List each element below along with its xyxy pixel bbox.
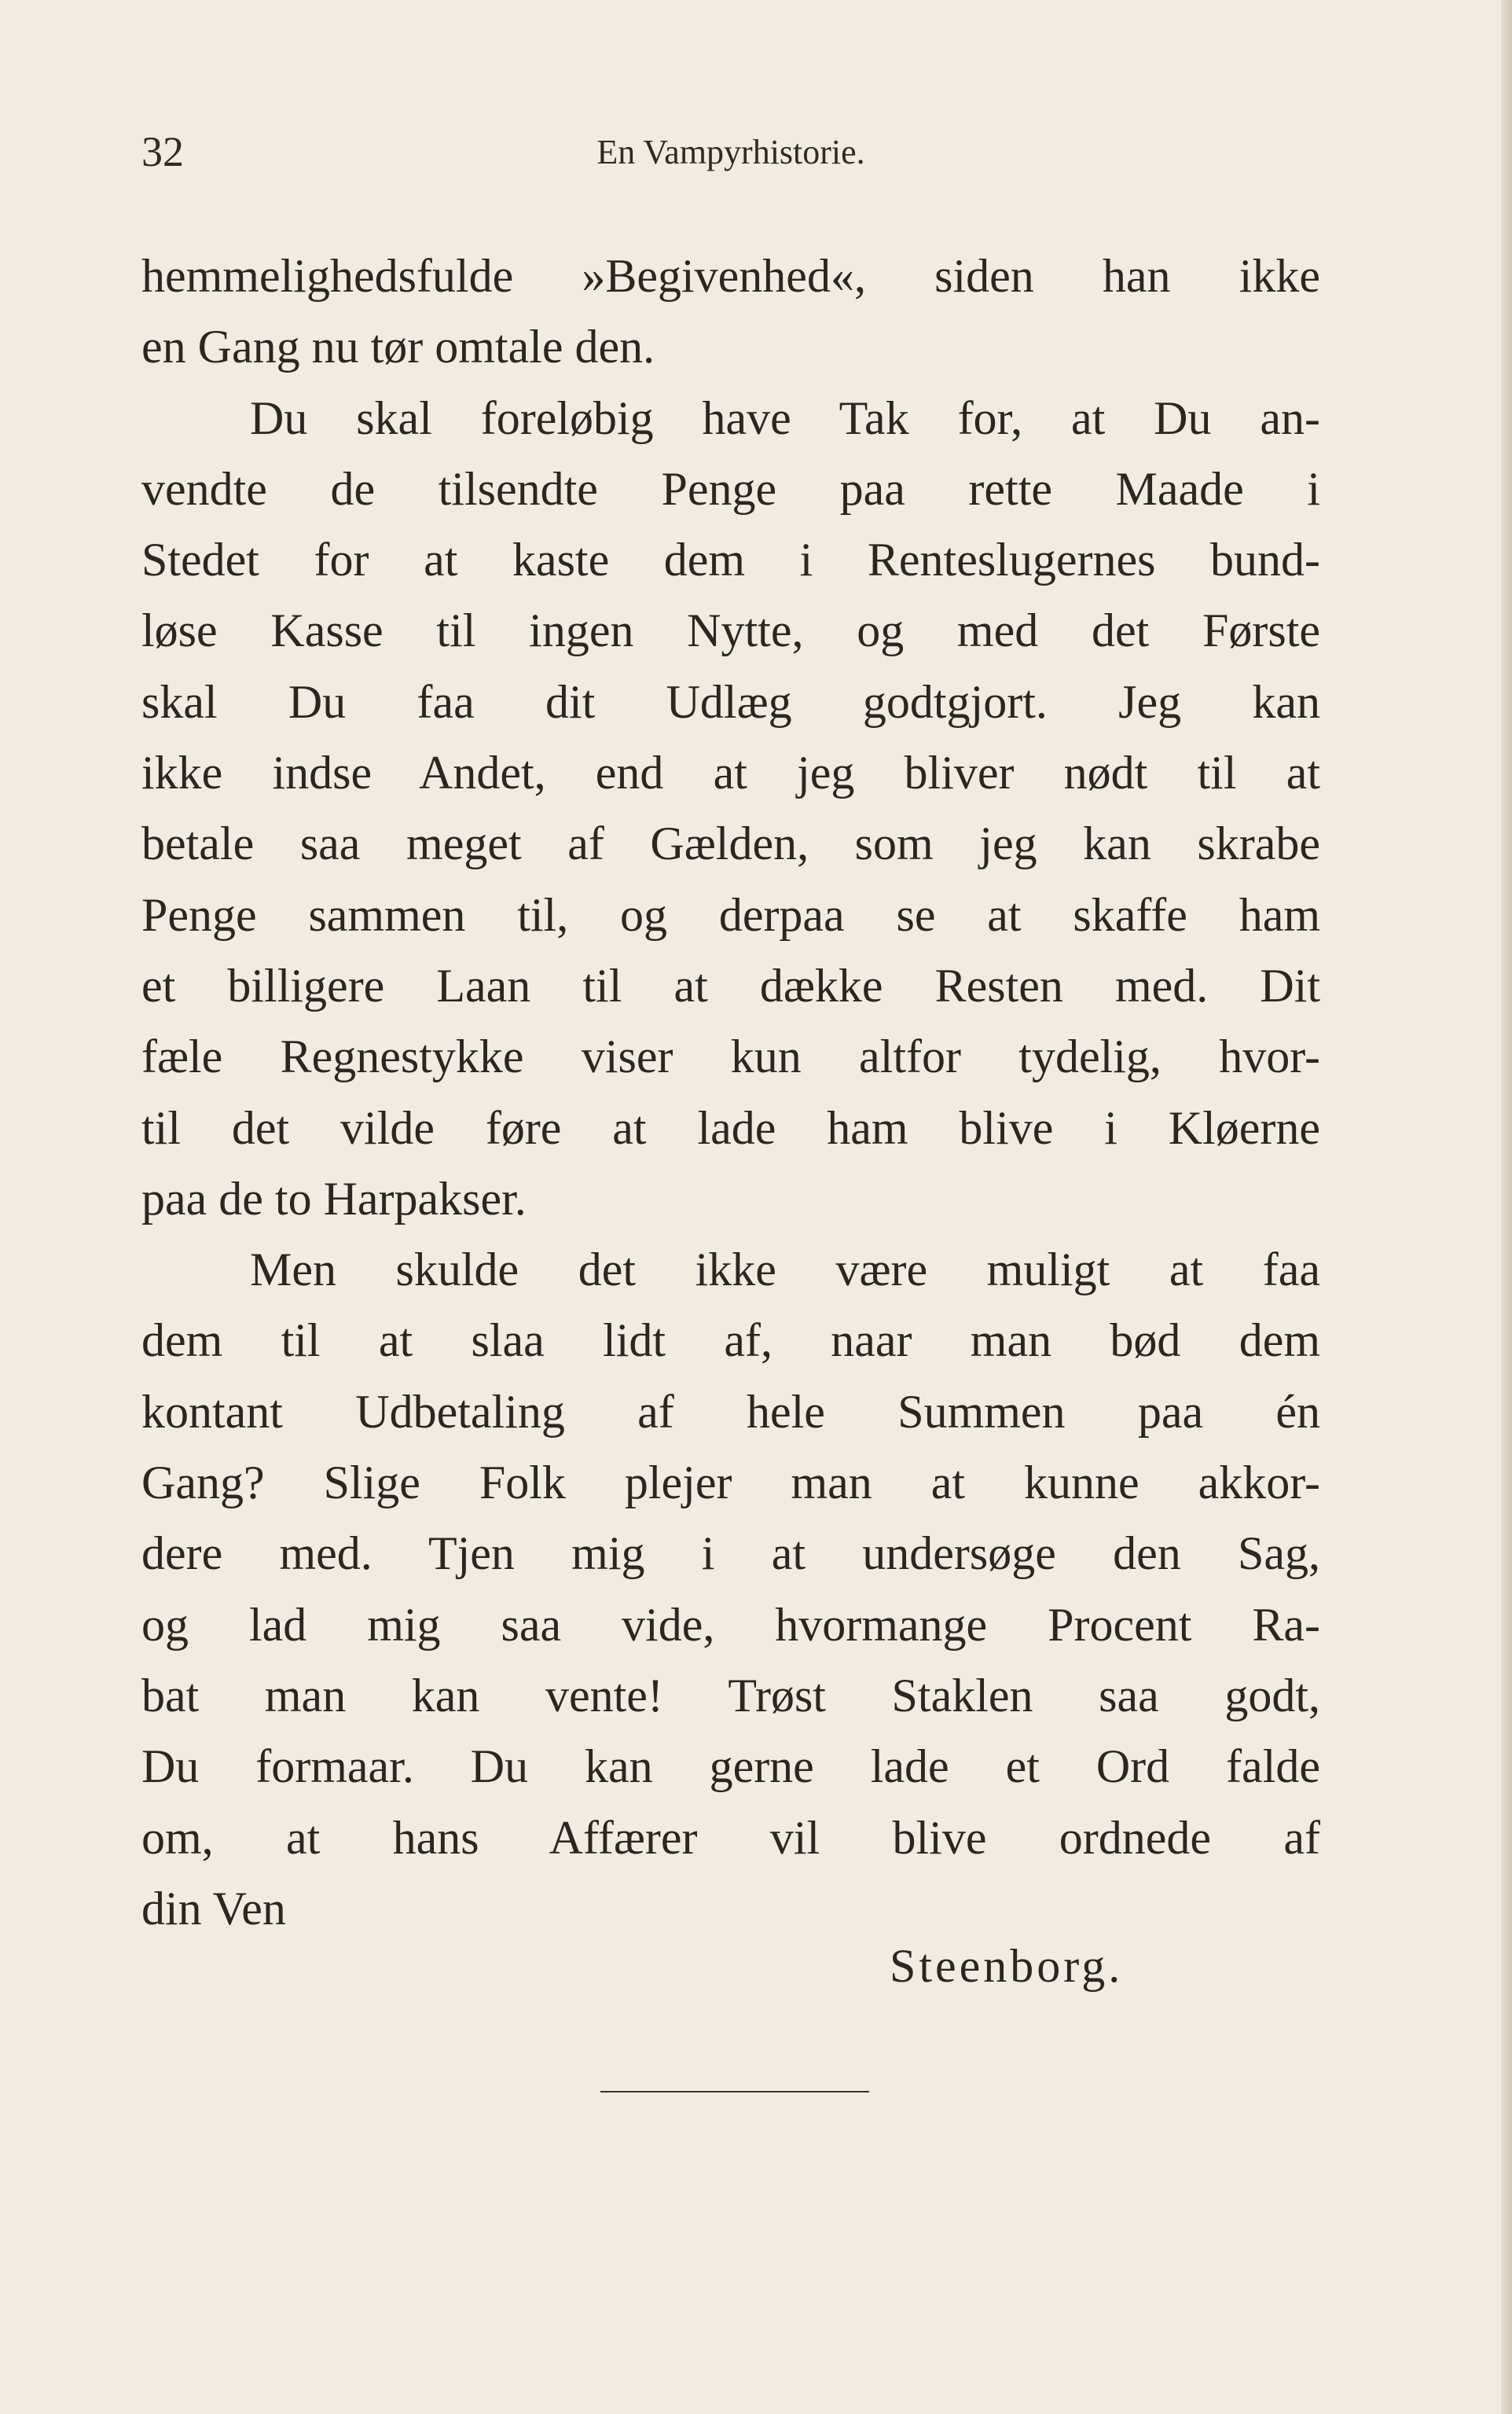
text-line: Stedet for at kaste dem i Renteslugernes bund- (141, 534, 1320, 586)
text-line: fæle Regnestykke viser kun altfor tydelig, hvor- (141, 1031, 1320, 1083)
page-number: 32 (141, 128, 184, 175)
text-line: kontant Udbetaling af hele Summen paa én (141, 1385, 1320, 1438)
text-line: paa de to Harpakser. (141, 1172, 527, 1225)
text-line: til det vilde føre at lade ham blive i Kløerne (141, 1101, 1320, 1154)
text-line: og lad mig saa vide, hvormange Procent Ra- (141, 1598, 1320, 1651)
running-title: En Vampyrhistorie. (596, 133, 865, 171)
text-line: løse Kasse til ingen Nytte, og med det Første (141, 604, 1320, 657)
text-line: din Ven (141, 1882, 286, 1935)
text-line: en Gang nu tør omtale den. (141, 321, 655, 373)
page-header (141, 124, 1320, 179)
body-text (141, 241, 1320, 1944)
text-line: Men skulde det ikke være muligt at faa (250, 1244, 1320, 1296)
page-edge (1501, 0, 1512, 2414)
text-line: bat man kan vente! Trøst Staklen saa godt, (141, 1669, 1320, 1721)
text-line: ikke indse Andet, end at jeg bliver nødt til at (141, 747, 1320, 799)
text-line: et billigere Laan til at dække Resten med. Dit (141, 959, 1320, 1012)
text-line: dem til at slaa lidt af, naar man bød dem (141, 1314, 1320, 1367)
text-line: Penge sammen til, og derpaa se at skaffe ham (141, 888, 1320, 941)
text-line: betale saa meget af Gælden, som jeg kan skrabe (141, 818, 1320, 870)
signature: Steenborg. (890, 1940, 1124, 1992)
section-rule (600, 2091, 869, 2093)
text-line: Gang? Slige Folk plejer man at kunne akkor- (141, 1457, 1320, 1509)
text-line: vendte de tilsendte Penge paa rette Maade i (141, 462, 1320, 515)
text-line: skal Du faa dit Udlæg godtgjort. Jeg kan (141, 675, 1320, 728)
text-line: hemmelighedsfulde »Begivenhed«, siden han ikke (141, 250, 1320, 302)
text-line: dere med. Tjen mig i at undersøge den Sag, (141, 1527, 1320, 1580)
text-line: om, at hans Affærer vil blive ordnede af (141, 1811, 1320, 1864)
text-line: Du skal foreløbig have Tak for, at Du an- (250, 391, 1320, 444)
text-line: Du formaar. Du kan gerne lade et Ord falde (141, 1740, 1320, 1793)
